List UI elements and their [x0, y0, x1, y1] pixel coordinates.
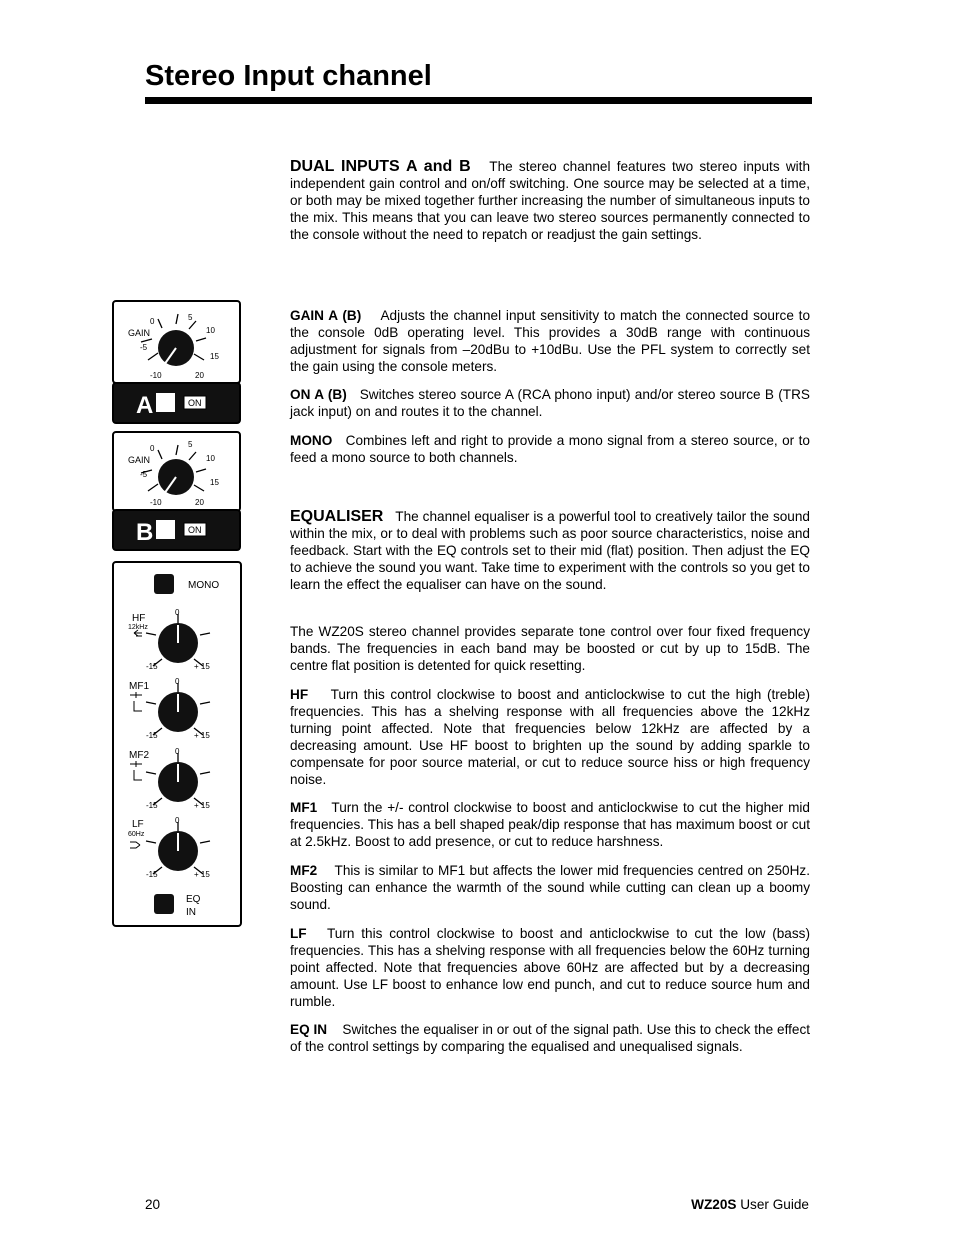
eq-illustration	[114, 563, 240, 925]
eq-intro-text: The WZ20S stereo channel provides separate tone control over four fixed frequency bands. The frequencies in each band may be boosted or cut by up to 15dB. The centre flat position is detented for quick resetting.	[290, 624, 810, 673]
svg-text:-10: -10	[150, 498, 162, 507]
on-a-panel	[112, 382, 241, 424]
lf-freq: 60Hz	[128, 831, 145, 838]
in-label: IN	[186, 907, 196, 918]
section-mono	[290, 432, 810, 466]
mf2-heading: MF2	[290, 863, 318, 878]
bell-icon	[130, 761, 142, 780]
svg-text:-15: -15	[146, 731, 158, 740]
section-mf2	[290, 862, 810, 913]
on-text: Switches stereo source A (RCA phono input) and/or stereo source B (TRS jack input) on and routes it to the channel.	[290, 387, 810, 419]
on-b-label: ON	[188, 525, 202, 535]
svg-text:0: 0	[150, 444, 155, 453]
lf-label: LF	[132, 819, 144, 830]
mf2-knob[interactable]	[146, 753, 210, 805]
lf-heading: LF	[290, 926, 307, 941]
svg-text:-5: -5	[140, 343, 148, 352]
hf-heading: HF	[290, 687, 309, 702]
section-on	[290, 386, 810, 420]
eq-in-button[interactable]	[154, 894, 174, 914]
svg-text:-15: -15	[146, 662, 158, 671]
bell-icon	[130, 692, 142, 711]
hf-label: HF	[132, 613, 146, 624]
svg-text:-15: -15	[146, 870, 158, 879]
svg-text:0: 0	[175, 747, 180, 756]
shelf-low-icon	[130, 842, 140, 848]
section-gain	[290, 307, 810, 375]
svg-text:5: 5	[188, 313, 193, 322]
svg-text:-5: -5	[140, 470, 148, 479]
page-title: Stereo Input channel	[145, 60, 432, 92]
svg-text:0: 0	[150, 317, 155, 326]
hf-freq: 12kHz	[128, 624, 148, 631]
on-heading: ON A (B)	[290, 387, 347, 402]
lf-text: Turn this control clockwise to boost and anticlockwise to cut the low (bass) frequencies. This has a shelving response with all frequencies below the 60Hz turning point affected. Note that frequencies above 60Hz are affected but by a decreasing amount. Use LF boost to enhance low end punch, and cut to reduce source hum and rumble.	[290, 926, 810, 1009]
gain-b-panel	[112, 431, 241, 512]
svg-text:5: 5	[188, 440, 193, 449]
svg-text:+ 15: + 15	[194, 731, 210, 740]
footer-guide-label: User Guide	[740, 1197, 809, 1212]
mf2-text: This is similar to MF1 but affects the lower mid frequencies centred on 250Hz. Boosting can enhance the warmth of the sound while cutting can clean up a boomy sound.	[290, 863, 811, 912]
eq-label: EQ	[186, 894, 201, 905]
section-equaliser	[290, 508, 810, 593]
svg-text:0: 0	[175, 677, 180, 686]
mf1-knob[interactable]	[146, 683, 210, 735]
channel-b-label: B	[136, 519, 154, 546]
footer-product: WZ20S	[691, 1197, 737, 1212]
svg-text:+ 15: + 15	[194, 870, 210, 879]
hf-text: Turn this control clockwise to boost and anticlockwise to cut the high (treble) frequencies. This has a shelving response with all frequencies above the 12kHz turning point affected. Note that frequencies below 12kHz are affected by a decreasing amount. Use HF boost to brighten up the sound by adding sparkle to compensate for poor source material, or cut to reduce source hiss or high frequency noise.	[290, 687, 811, 787]
mf1-label: MF1	[129, 681, 149, 692]
svg-text:20: 20	[195, 371, 204, 380]
section-lf	[290, 925, 810, 1010]
dual-inputs-heading: DUAL INPUTS A and B	[290, 158, 471, 175]
mono-text: Combines left and right to provide a mono signal from a stereo source, or to feed a mono source to both channels.	[290, 433, 810, 465]
gain-b-label: GAIN	[128, 455, 151, 465]
equaliser-heading: EQUALISER	[290, 508, 384, 525]
footer-guide	[691, 1197, 809, 1212]
gain-a-panel	[112, 300, 241, 384]
svg-text:0: 0	[175, 608, 180, 617]
svg-text:15: 15	[210, 352, 219, 361]
gain-b-knob-illustration	[114, 433, 239, 510]
section-eq-in	[290, 1021, 810, 1055]
svg-text:10: 10	[206, 454, 215, 463]
gain-a-label: GAIN	[128, 328, 151, 338]
mf1-heading: MF1	[290, 800, 318, 815]
svg-text:-10: -10	[150, 371, 162, 380]
dual-inputs-text: The stereo channel features two stereo inputs with independent gain control and on/off switching. One source may be selected at a time, or both may be mixed together further increasing the number of simultaneous inputs to the mix. This means that you can leave two stereo sources permanently connected to the console without the need to repatch or readjust the gain settings.	[290, 159, 811, 242]
gain-text: Adjusts the channel input sensitivity to match the connected source to the console 0dB operating level. This provides a 30dB range with continuous adjustment for signals from –20dBu to +10dBu. Use the PFL system to correctly set the gain using the console meters.	[290, 308, 811, 374]
gain-heading: GAIN A (B)	[290, 308, 362, 323]
svg-text:+ 15: + 15	[194, 662, 210, 671]
lf-knob[interactable]	[146, 822, 210, 874]
section-hf	[290, 686, 810, 788]
on-a-label: ON	[188, 398, 202, 408]
hf-knob[interactable]	[146, 614, 210, 666]
mono-heading: MONO	[290, 433, 333, 448]
eq-in-text: Switches the equaliser in or out of the signal path. Use this to check the effect of the control settings by comparing the equalised and unequalised signals.	[290, 1022, 811, 1054]
title-rule	[145, 97, 812, 104]
mf1-text: Turn the +/- control clockwise to boost and anticlockwise to cut the higher mid frequencies. This has a bell shaped peak/dip response that has maximum boost or cut at 2.5kHz. Boost to add presence, or cut to reduce harshness.	[290, 800, 810, 849]
section-eq-intro	[290, 623, 810, 674]
on-b-button[interactable]	[156, 520, 175, 539]
mf2-label: MF2	[129, 750, 149, 761]
eq-panel	[112, 561, 242, 927]
on-b-panel	[112, 509, 241, 551]
svg-text:10: 10	[206, 326, 215, 335]
eq-in-heading: EQ IN	[290, 1022, 328, 1037]
on-a-button[interactable]	[156, 393, 175, 412]
gain-a-knob-illustration	[114, 302, 239, 382]
mono-label: MONO	[188, 580, 220, 591]
svg-text:-15: -15	[146, 801, 158, 810]
svg-text:15: 15	[210, 478, 219, 487]
equaliser-text: The channel equaliser is a powerful tool to creatively tailor the sound within the mix, or to deal with problems such as poor source characteristics, noise and feedback. Start with the EQ controls set to their mid (flat) position. Then adjust the EQ to achieve the sound you want. Take time to experiment with the controls so you get to learn the effect the equaliser can have on the sound.	[290, 509, 810, 592]
svg-text:0: 0	[175, 816, 180, 825]
svg-text:+ 15: + 15	[194, 801, 210, 810]
page-number: 20	[145, 1197, 161, 1212]
mono-button[interactable]	[154, 574, 174, 594]
section-mf1	[290, 799, 810, 850]
svg-text:20: 20	[195, 498, 204, 507]
section-dual-inputs	[290, 158, 810, 243]
channel-a-label: A	[136, 392, 154, 419]
